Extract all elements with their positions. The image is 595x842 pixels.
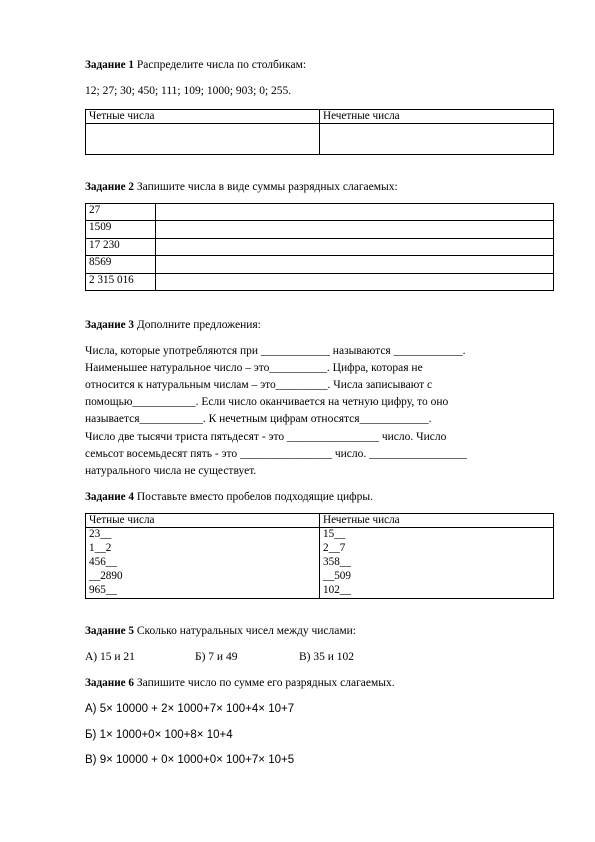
task2-answer-cell[interactable]	[156, 238, 554, 256]
task4-even-item: 965__	[89, 584, 117, 596]
task2-number: 8569	[86, 256, 156, 274]
task2-number: 2 315 016	[86, 273, 156, 291]
task6-option-c: В) 9× 10000 + 0× 1000+0× 100+7× 10+5	[85, 753, 295, 766]
task6-heading	[85, 676, 554, 690]
task3-line: Числа, которые употребляются при ____________ называются ____________.	[85, 344, 466, 357]
task4-heading	[85, 490, 554, 504]
task5-option-a: А) 15 и 21	[85, 651, 135, 664]
task4-even-cell[interactable]	[86, 528, 320, 599]
task4-header-odd: Нечетные числа	[320, 513, 554, 528]
task4-odd-cell[interactable]	[320, 528, 554, 599]
task2-answer-cell[interactable]	[156, 221, 554, 239]
task6-option-a: А) 5× 10000 + 2× 1000+7× 100+4× 10+7	[85, 703, 295, 716]
task5-options	[85, 650, 554, 664]
task3-line: натурального числа не существует.	[85, 464, 257, 477]
task5-heading	[85, 624, 554, 638]
task4-even-item: 456__	[89, 556, 117, 568]
task1-instruction: Распределите числа по столбикам:	[134, 59, 307, 71]
task4-title: Задание 4	[85, 491, 134, 504]
task4-table	[85, 513, 554, 600]
task5-option-c: В) 35 и 102	[299, 651, 355, 664]
task1-title: Задание 1	[85, 59, 134, 71]
task4-even-item: 1__2	[89, 542, 112, 554]
task4-instruction: Поставьте вместо пробелов подходящие цифры.	[134, 491, 373, 504]
task4-odd-item: 102__	[323, 584, 351, 596]
task2-table	[85, 203, 554, 292]
task5-title: Задание 5	[85, 625, 134, 637]
task1-header-odd: Нечетные числа	[320, 109, 554, 124]
task2-number: 17 230	[86, 238, 156, 256]
task5-option-b: Б) 7 и 49	[195, 651, 238, 664]
task4-odd-item: 2__7	[323, 542, 346, 554]
task2-answer-cell[interactable]	[156, 256, 554, 274]
task4-header-even: Четные числа	[86, 513, 320, 528]
task3-line: относится к натуральным числам – это_________. Числа записывают с	[85, 378, 433, 391]
task2-instruction: Запишите числа в виде суммы разрядных слагаемых:	[134, 181, 398, 194]
task2-answer-cell[interactable]	[156, 273, 554, 291]
task3-line: Число две тысячи триста пятьдесят - это ________________ число. Число	[85, 430, 447, 443]
task2-answer-cell[interactable]	[156, 203, 554, 221]
task6-instruction: Запишите число по сумме его разрядных слагаемых.	[134, 676, 395, 689]
task1-odd-cell[interactable]	[320, 124, 554, 155]
task1-numbers: 12; 27; 30; 450; 111; 109; 1000; 903; 0; 255.	[85, 85, 292, 98]
task3-line: Наименьшее натуральное число – это__________. Цифра, которая не	[85, 361, 423, 374]
task4-even-item: __2890	[89, 570, 123, 582]
task3-title: Задание 3	[85, 319, 134, 332]
worksheet	[85, 58, 554, 767]
task2-heading	[85, 180, 554, 194]
task1-table	[85, 109, 554, 156]
task1-heading	[85, 58, 554, 72]
task2-title: Задание 2	[85, 181, 134, 194]
task1-header-even: Четные числа	[86, 109, 320, 124]
task6-option-b: Б) 1× 1000+0× 100+8× 10+4	[85, 728, 233, 741]
task4-odd-item: __509	[323, 570, 351, 582]
task3-text	[85, 343, 554, 481]
task3-line: помощью___________. Если число оканчивается на четную цифру, то оно	[85, 396, 449, 409]
task3-line: называется___________. К нечетным цифрам относятся____________.	[85, 413, 432, 426]
task4-odd-item: 358__	[323, 556, 351, 568]
task3-instruction: Дополните предложения:	[134, 319, 261, 332]
task4-odd-item: 15__	[323, 528, 346, 540]
task3-heading	[85, 318, 554, 332]
task3-line: семьсот восемьдесят пять - это ________________ число. _________________	[85, 447, 467, 460]
task1-even-cell[interactable]	[86, 124, 320, 155]
task5-instruction: Сколько натуральных чисел между числами:	[134, 625, 357, 637]
task6-title: Задание 6	[85, 676, 134, 689]
task4-even-item: 23__	[89, 528, 112, 540]
task2-number: 27	[86, 203, 156, 221]
task2-number: 1509	[86, 221, 156, 239]
